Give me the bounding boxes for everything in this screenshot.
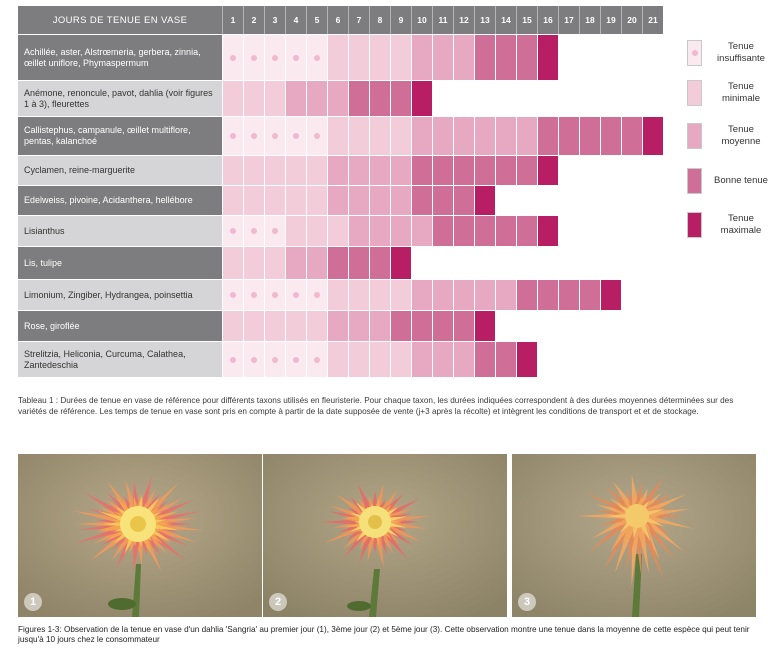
vase-life-cell [348,34,369,80]
vase-life-cell [432,310,453,341]
vase-life-cell [264,310,285,341]
taxon-label: Callistephus, campanule, œillet multiflore, pentas, kalanchoé [18,116,222,155]
vase-life-cell [348,155,369,185]
vase-life-cell [495,279,516,310]
vase-life-cell [264,246,285,279]
vase-life-cell [369,155,390,185]
insufficient-dot-icon [692,50,698,56]
vase-life-cell [306,116,327,155]
insufficient-dot-icon [293,292,299,298]
insufficient-dot-icon [251,357,257,363]
vase-life-cell [348,279,369,310]
day-header: 6 [327,6,348,34]
vase-life-cell [537,116,558,155]
insufficient-dot-icon [314,55,320,61]
vase-life-cell [264,185,285,215]
photo-number-3: 3 [518,593,536,611]
vase-life-cell [306,279,327,310]
vase-life-cell [453,215,474,246]
vase-life-cell [306,246,327,279]
vase-life-cell [222,185,243,215]
taxon-label: Anémone, renoncule, pavot, dahlia (voir figures 1 à 3), fleurettes [18,80,222,116]
legend-swatch [687,40,702,66]
figures-caption: Figures 1-3: Observation de la tenue en vase d'un dahlia 'Sangria' au premier jour (1), 3ème jour (2) et 5ème jour (3). Cette observation montre une tenue dans la moyenne de cette espèce qui peut tenir jusqu'à 10 jours chez le consommateur [18,625,750,644]
vase-life-cell [558,116,579,155]
legend-swatch [687,80,702,106]
vase-life-cell [243,34,264,80]
vase-life-cell [327,155,348,185]
vase-life-cell [411,34,432,80]
vase-life-cell [474,34,495,80]
day-header: 2 [243,6,264,34]
vase-life-cell [600,116,621,155]
insufficient-dot-icon [230,357,236,363]
vase-life-cell [516,34,537,80]
vase-life-cell [432,34,453,80]
vase-life-cell [453,341,474,377]
vase-life-cell [327,246,348,279]
vase-life-cell [222,246,243,279]
vase-life-cell [285,310,306,341]
vase-life-cell [348,215,369,246]
day-header: 14 [495,6,516,34]
insufficient-dot-icon [272,228,278,234]
vase-life-cell [306,155,327,185]
legend-label: Bonne tenue [714,175,768,186]
insufficient-dot-icon [272,133,278,139]
vase-life-cell [453,34,474,80]
vase-life-cell [369,116,390,155]
day-header: 19 [600,6,621,34]
vase-life-cell [369,341,390,377]
insufficient-dot-icon [293,55,299,61]
vase-life-cell [411,116,432,155]
vase-life-cell [495,155,516,185]
vase-life-cell [264,279,285,310]
vase-life-cell [390,185,411,215]
vase-life-cell [411,279,432,310]
vase-life-cell [474,215,495,246]
day-header: 18 [579,6,600,34]
day-header: 9 [390,6,411,34]
vase-life-cell [495,116,516,155]
vase-life-cell [369,185,390,215]
vase-life-cell [642,116,663,155]
vase-life-cell [306,215,327,246]
vase-life-cell [369,80,390,116]
vase-life-cell [432,155,453,185]
vase-life-cell [306,341,327,377]
day-header: 7 [348,6,369,34]
vase-life-cell [348,246,369,279]
day-header: 15 [516,6,537,34]
vase-life-cell [453,310,474,341]
legend-label: Tenue minimale [721,81,760,104]
vase-life-cell [495,34,516,80]
vase-life-cell [264,155,285,185]
day-header: 1 [222,6,243,34]
insufficient-dot-icon [230,292,236,298]
insufficient-dot-icon [293,133,299,139]
taxon-label: Lis, tulipe [18,246,222,279]
vase-life-cell [474,155,495,185]
day-header: 5 [306,6,327,34]
vase-life-cell [390,155,411,185]
insufficient-dot-icon [272,55,278,61]
vase-life-cell [348,341,369,377]
legend-item [687,80,768,106]
vase-life-cell [306,80,327,116]
vase-life-cell [390,215,411,246]
insufficient-dot-icon [230,228,236,234]
vase-life-cell [390,116,411,155]
vase-life-cell [222,215,243,246]
vase-life-cell [327,310,348,341]
vase-life-cell [264,80,285,116]
vase-life-cell [222,310,243,341]
day-header: 21 [642,6,663,34]
vase-life-cell [474,185,495,215]
vase-life-cell [243,185,264,215]
vase-life-cell [432,215,453,246]
vase-life-cell [474,341,495,377]
taxon-label: Edelweiss, pivoine, Acidanthera, hellébore [18,185,222,215]
vase-life-cell [411,215,432,246]
vase-life-cell [495,341,516,377]
insufficient-dot-icon [293,357,299,363]
vase-life-cell [516,341,537,377]
day-header: 11 [432,6,453,34]
vase-life-cell [243,155,264,185]
legend-swatch [687,212,702,238]
vase-life-cell [495,215,516,246]
vase-life-cell [516,116,537,155]
vase-life-cell [432,341,453,377]
legend-item [687,168,768,194]
legend-item [687,123,768,149]
insufficient-dot-icon [272,357,278,363]
taxon-label: Strelitzia, Heliconia, Curcuma, Calathea, Zantedeschia [18,341,222,377]
vase-life-cell [474,310,495,341]
vase-life-cell [327,215,348,246]
taxon-label: Achillée, aster, Alstrœmeria, gerbera, zinnia, œillet uniflore, Phymaspermum [18,34,222,80]
vase-life-cell [285,185,306,215]
table-header-label: JOURS DE TENUE EN VASE [18,6,222,34]
vase-life-cell [243,279,264,310]
vase-life-cell [537,155,558,185]
vase-life-cell [390,341,411,377]
legend-label: Tenue insuffisante [717,41,765,64]
vase-life-cell [327,185,348,215]
vase-life-cell [390,310,411,341]
legend-swatch [687,123,702,149]
vase-life-cell [432,116,453,155]
vase-life-cell [537,34,558,80]
dahlia-day1-image [18,454,262,617]
insufficient-dot-icon [314,292,320,298]
vase-life-cell [285,155,306,185]
legend-swatch [687,168,702,194]
vase-life-cell [411,80,432,116]
insufficient-dot-icon [314,133,320,139]
vase-life-cell [411,341,432,377]
day-header: 20 [621,6,642,34]
vase-life-cell [306,310,327,341]
day-header: 10 [411,6,432,34]
vase-life-cell [264,341,285,377]
vase-life-cell [243,310,264,341]
vase-life-cell [264,116,285,155]
dahlia-photo-day5 [512,454,756,617]
vase-life-cell [516,155,537,185]
dahlia-day3-image [263,454,507,617]
vase-life-cell [621,116,642,155]
vase-life-cell [285,34,306,80]
vase-life-cell [369,246,390,279]
day-header: 16 [537,6,558,34]
vase-life-cell [537,215,558,246]
vase-life-cell [432,279,453,310]
insufficient-dot-icon [230,133,236,139]
day-header: 4 [285,6,306,34]
legend-item [687,212,768,238]
vase-life-cell [558,279,579,310]
legend-label: Tenue moyenne [721,124,761,147]
taxon-label: Limonium, Zingiber, Hydrangea, poinsettia [18,279,222,310]
photo-number-2: 2 [269,593,287,611]
vase-life-cell [285,215,306,246]
vase-life-cell [222,279,243,310]
vase-life-cell [285,116,306,155]
vase-life-cell [453,155,474,185]
vase-life-cell [222,34,243,80]
vase-life-cell [327,116,348,155]
vase-life-cell [348,80,369,116]
vase-life-cell [285,80,306,116]
insufficient-dot-icon [251,292,257,298]
day-header: 17 [558,6,579,34]
vase-life-cell [327,279,348,310]
vase-life-cell [222,80,243,116]
vase-life-cell [516,215,537,246]
day-header: 3 [264,6,285,34]
vase-life-cell [285,246,306,279]
vase-life-cell [243,341,264,377]
vase-life-cell [243,215,264,246]
vase-life-cell [432,185,453,215]
vase-life-cell [348,116,369,155]
insufficient-dot-icon [314,357,320,363]
insufficient-dot-icon [251,133,257,139]
vase-life-cell [369,310,390,341]
vase-life-cell [369,215,390,246]
taxon-label: Rose, giroflée [18,310,222,341]
vase-life-cell [600,279,621,310]
photo-number-1: 1 [24,593,42,611]
vase-life-cell [411,185,432,215]
vase-life-cell [390,279,411,310]
vase-life-cell [222,341,243,377]
vase-life-cell [243,80,264,116]
taxon-label: Lisianthus [18,215,222,246]
day-header: 12 [453,6,474,34]
vase-life-cell [348,185,369,215]
vase-life-cell [285,279,306,310]
insufficient-dot-icon [272,292,278,298]
vase-life-cell [579,116,600,155]
insufficient-dot-icon [251,55,257,61]
dahlia-photo-day3 [263,454,507,617]
vase-life-cell [348,310,369,341]
vase-life-cell [390,246,411,279]
vase-life-cell [411,310,432,341]
vase-life-cell [369,34,390,80]
insufficient-dot-icon [230,55,236,61]
table-caption: Tableau 1 : Durées de tenue en vase de référence pour différents taxons utilisés en fleuristerie. Pour chaque taxon, les durées indiquées correspondent à des durées moyennes déterminées sur des variétés de référence. Les temps de tenue en vase sont pris en compte à partir de la date supposée de vente (j+3 après la récolte) et intègrent les conditions de transport et et de stockage. [18,396,734,416]
vase-life-cell [306,34,327,80]
dahlia-day5-image [512,454,756,617]
day-header: 8 [369,6,390,34]
insufficient-dot-icon [251,228,257,234]
legend-label: Tenue maximale [720,213,762,236]
vase-life-cell [390,80,411,116]
vase-life-cell [390,34,411,80]
vase-life-cell [453,116,474,155]
vase-life-cell [369,279,390,310]
vase-life-cell [453,185,474,215]
vase-life-cell [327,80,348,116]
vase-life-cell [327,341,348,377]
vase-life-cell [264,215,285,246]
vase-life-cell [306,185,327,215]
vase-life-cell [453,279,474,310]
vase-life-cell [474,279,495,310]
dahlia-photo-day1 [18,454,262,617]
vase-life-cell [327,34,348,80]
vase-life-cell [474,116,495,155]
vase-life-cell [264,34,285,80]
vase-life-cell [516,279,537,310]
vase-life-cell [243,246,264,279]
taxon-label: Cyclamen, reine-marguerite [18,155,222,185]
vase-life-cell [243,116,264,155]
vase-life-cell [579,279,600,310]
vase-life-cell [411,155,432,185]
vase-life-cell [285,341,306,377]
vase-life-cell [537,279,558,310]
day-header: 13 [474,6,495,34]
vase-life-cell [222,155,243,185]
vase-life-cell [222,116,243,155]
legend-item [687,40,768,66]
